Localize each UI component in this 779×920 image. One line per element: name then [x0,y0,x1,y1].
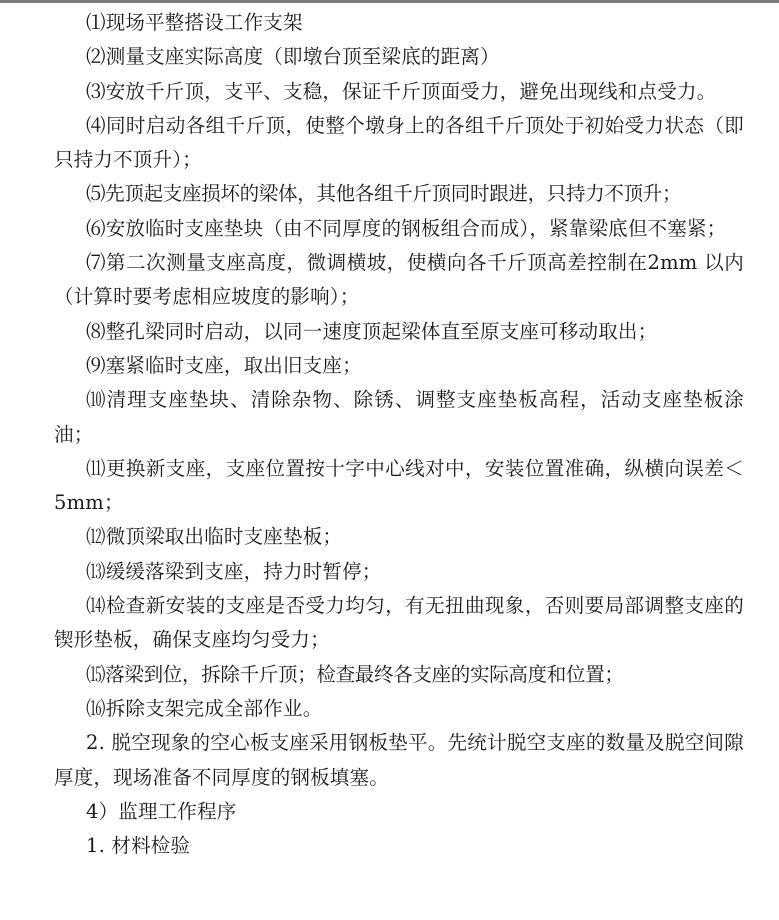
step-5-paragraph: ⑸先顶起支座损坏的梁体，其他各组千斤顶同时跟进，只持力不顶升； [86,182,682,206]
section-heading-supervision-procedure: 4）监理工作程序 [86,799,237,823]
step-11-paragraph: ⑾更换新支座，支座位置按十字中心线对中，安装位置准确，纵横向误差＜5mm； [54,456,744,515]
step-15-paragraph: ⒂落梁到位，拆除千斤顶；检查最终各支座的实际高度和位置； [86,662,624,686]
step-7-paragraph: ⑺第二次测量支座高度，微调横坡，使横向各千斤顶高差控制在2mm 以内（计算时要考虑相应坡度的影响）； [54,251,744,309]
step-14-paragraph: ⒁检查新安装的支座是否受力均匀，有无扭曲现象，否则要局部调整支座的锲形垫板，确保支座均匀受力； [54,594,744,652]
subheading-material-inspection: 1. 材料检验 [86,834,191,858]
step-8-paragraph: ⑻整孔梁同时启动，以同一速度顶起梁体直至原支座可移动取出； [86,319,658,343]
step-9-paragraph: ⑼塞紧临时支座，取出旧支座； [86,353,362,377]
step-1-paragraph: ⑴现场平整搭设工作支架 [86,11,303,34]
step-6-paragraph: ⑹安放临时支座垫块（由不同厚度的钢板组合而成），紧靠梁底但不塞紧； [86,216,727,240]
step-16-paragraph: ⒃拆除支架完成全部作业。 [86,696,323,720]
top-border-line [0,0,779,3]
step-2-paragraph: ⑵测量支座实际高度（即墩台顶至梁底的距离） [86,45,500,69]
section-2-paragraph: 2. 脱空现象的空心板支座采用钢板垫平。先统计脱空支座的数量及脱空间隙厚度，现场准备不同厚度的钢板填塞。 [54,731,744,789]
step-4-paragraph: ⑷同时启动各组千斤顶，使整个墩身上的各组千斤顶处于初始受力状态（即只持力不顶升）； [54,113,744,172]
document-page [54,6,744,863]
step-13-paragraph: ⒀缓缓落梁到支座，持力时暂停； [86,559,382,583]
step-10-paragraph: ⑽清理支座垫块、清除杂物、除锈、调整支座垫板高程，活动支座垫板涂油； [54,388,744,446]
step-3-paragraph: ⑶安放千斤顶，支平、支稳，保证千斤顶面受力，避免出现线和点受力。 [86,79,717,103]
step-12-paragraph: ⑿微顶梁取出临时支座垫板； [86,525,343,549]
